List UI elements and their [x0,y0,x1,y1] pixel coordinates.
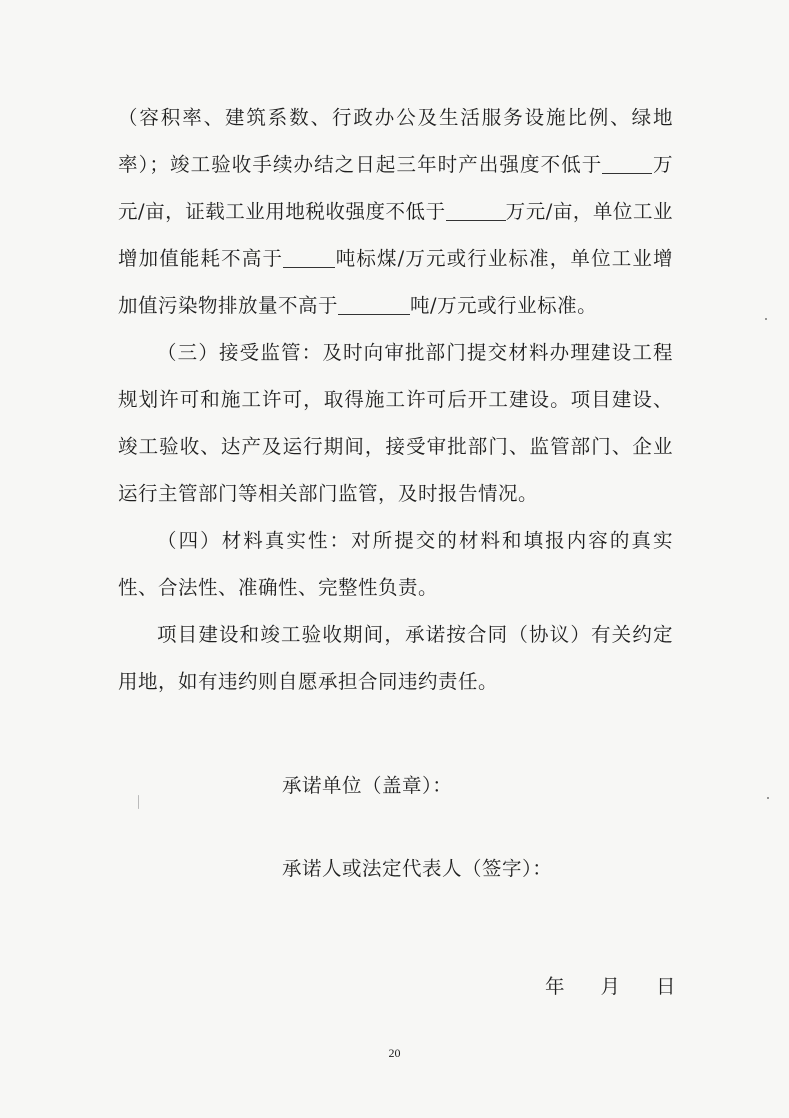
date-day: 日 [656,975,676,998]
fill-blank [602,151,652,174]
scan-speck [765,318,767,320]
body-text [118,94,673,705]
text-segment: 万元/亩，证载工业用地税收强度不低于 [118,153,673,223]
fill-blank [283,245,335,268]
paragraph-supervision: （三）接受监管：及时向审批部门提交材料办理建设工程规划许可和施工许可，取得施工许可后开工建设。项目建设、竣工验收、达产及运行期间，接受审批部门、监管部门、企业运行主管部门等相关部门监管，及时报告情况。 [118,341,673,505]
fill-blank [446,198,506,221]
paragraph-contract: 项目建设和竣工验收期间，承诺按合同（协议）有关约定用地，如有违约则自愿承担合同违约责任。 [118,623,673,693]
text-segment: （容积率、建筑系数、行政办公及生活服务设施比例、绿地率）；竣工验收手续办结之日起三年时产出强度不低于 [118,106,673,176]
date-year: 年 [545,975,565,998]
fill-blank [338,292,410,315]
text-segment: 吨/万元或行业标准。 [410,294,598,317]
paragraph-indicators [118,94,673,329]
text-segment: 万元/亩，单位工业增加值能耗不高于 [118,200,673,270]
page-number: 20 [388,1046,401,1060]
scan-speck [138,795,139,809]
signature-person-label: 承诺人或法定代表人（签字）： [282,857,553,880]
date-month: 月 [600,975,621,998]
signature-unit-label: 承诺单位（盖章）： [282,774,453,797]
date-line [545,971,676,999]
scan-speck [767,797,769,799]
paragraph-authenticity: （四）材料真实性：对所提交的材料和填报内容的真实性、合法性、准确性、完整性负责。 [118,529,673,599]
text-segment: 吨标煤/万元或行业标准，单位工业增加值污染物排放量不高于 [118,247,673,317]
